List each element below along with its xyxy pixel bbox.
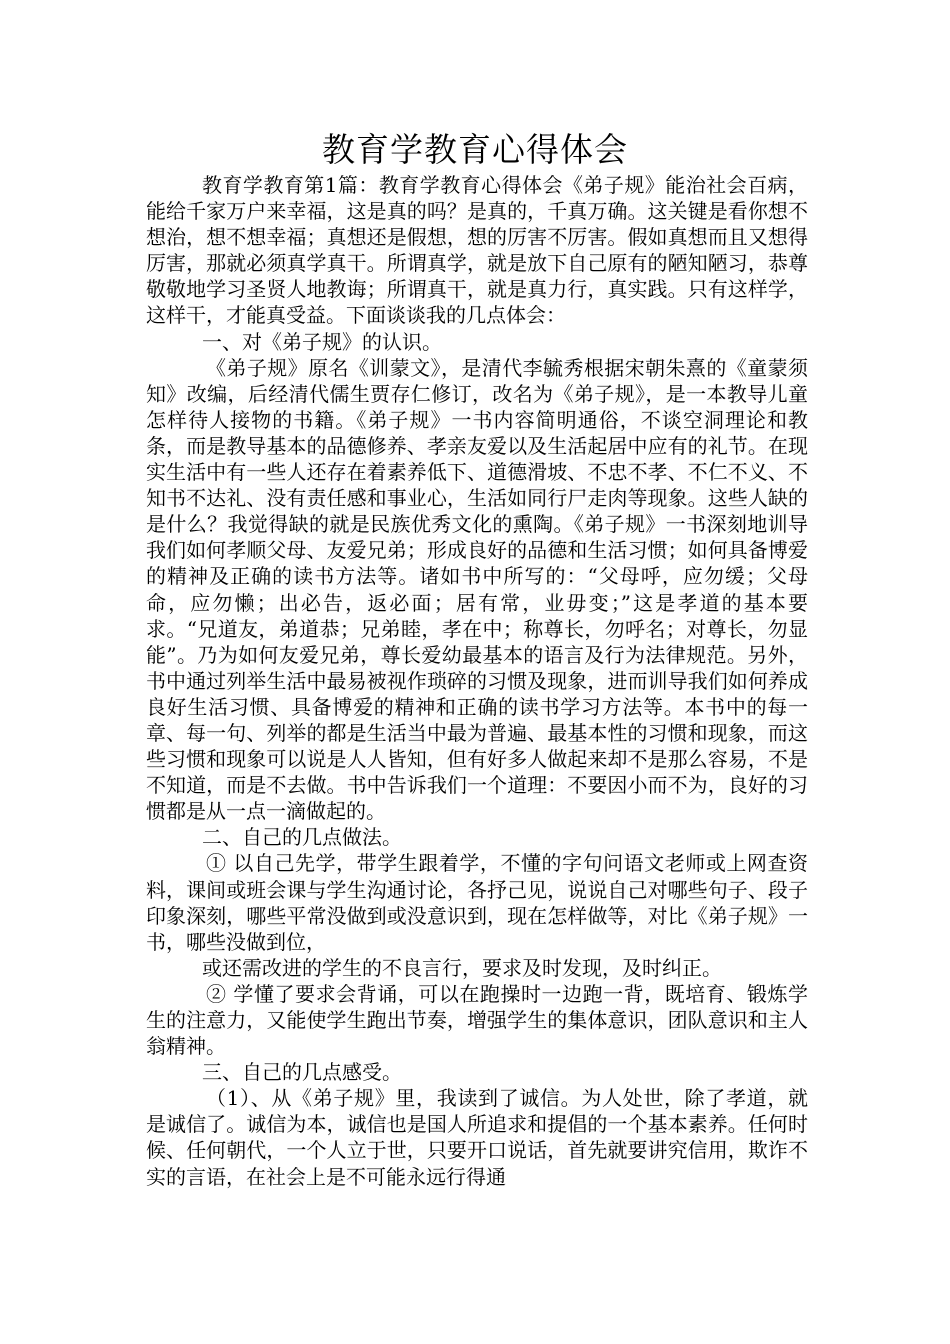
paragraph-practice-1: ① 以自己先学，带学生跟着学，不懂的字句问语文老师或上网查资料，课间或班会课与学生沟通讨论，各抒己见，说说自己对哪些句子、段子印象深刻，哪些平常没做到或没意识到，现在怎样做等，对比《弟子规》一书，哪些没做到位，	[146, 851, 808, 954]
paragraph-understanding: 《弟子规》原名《训蒙文》，是清代李毓秀根据宋朝朱熹的《童蒙须知》改编，后经清代儒生贾存仁修订，改名为《弟子规》，是一本教导儿童怎样待人接物的书籍。《弟子规》一书内容简明通俗，不谈空洞理论和教条，而是教导基本的品德修养、孝亲友爱以及生活起居中应有的礼节。在现实生活中有一些人还存在着素养低下、道德滑坡、不忠不孝、不仁不义、不知书不达礼、没有责任感和事业心，生活如同行尸走肉等现象。这些人缺的是什么？我觉得缺的就是民族优秀文化的熏陶。《弟子规》一书深刻地训导我们如何孝顺父母、友爱兄弟；形成良好的品德和生活习惯；如何具备博爱的精神及正确的读书方法等。诸如书中所写的：“父母呼，应勿缓；父母命，应勿懒；出必告，返必面；居有常，业毋变；”这是孝道的基本要求。“兄道友，弟道恭；兄弟睦，孝在中；称尊长，勿呼名；对尊长，勿显能”。乃为如何友爱兄弟，尊长爱幼最基本的语言及行为法律规范。另外，书中通过列举生活中最易被视作琐碎的习惯及现象，进而训导我们如何养成良好生活习惯、具备博爱的精神和正确的读书学习方法等。本书中的每一章、每一句、列举的都是生活当中最为普遍、最基本性的习惯和现象，而这些习惯和现象可以说是人人皆知，但有好多人做起来却不是那么容易，不是不知道，而是不去做。书中告诉我们一个道理：不要因小而不为，良好的习惯都是从一点一滴做起的。	[146, 355, 808, 824]
paragraph-practice-2: ② 学懂了要求会背诵，可以在跑操时一边跑一背，既培育、锻炼学生的注意力，又能使学生跑出节奏，增强学生的集体意识，团队意识和主人翁精神。	[146, 981, 808, 1059]
section-heading-3: 三、自己的几点感受。	[202, 1060, 402, 1085]
paragraph-practice-1-continued: 或还需改进的学生的不良言行，要求及时发现，及时纠正。	[202, 955, 722, 980]
paragraph-intro: 教育学教育第1篇：教育学教育心得体会《弟子规》能治社会百病，能给千家万户来幸福，这是真的吗？是真的，千真万确。这关键是看你想不想治，想不想幸福；真想还是假想，想的厉害不厉害。假如真想而且又想得厉害，那就必须真学真干。所谓真学，就是放下自己原有的陋知陋习，恭尊敬敬地学习圣贤人地教诲；所谓真干，就是真力行，真实践。只有这样学，这样干，才能真受益。下面谈谈我的几点体会：	[146, 173, 808, 328]
section-heading-2: 二、自己的几点做法。	[202, 825, 402, 850]
paragraph-feeling-1: （1）、从《弟子规》里，我读到了诚信。为人处世，除了孝道，就是诚信了。诚信为本，诚信也是国人所追求和提倡的一个基本素养。任何时候、任何朝代，一个人立于世，只要开口说话，首先就要讲究信用，欺诈不实的言语，在社会上是不可能永远行得通	[146, 1086, 808, 1189]
section-heading-1: 一、对《弟子规》的认识。	[202, 329, 442, 354]
document-title: 教育学教育心得体会	[322, 130, 628, 169]
document-body	[146, 172, 808, 1190]
